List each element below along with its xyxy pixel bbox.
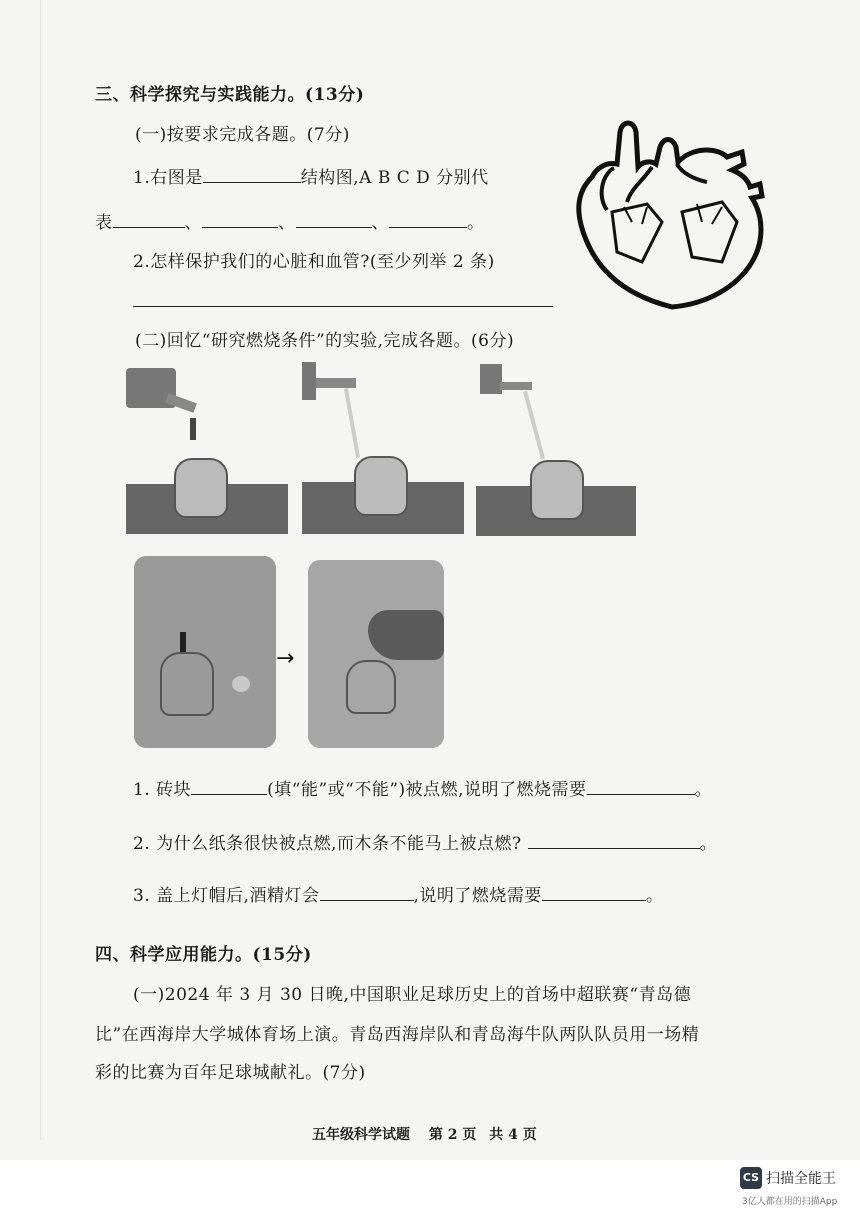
section4-para-line1: (一)2024 年 3 月 30 日晚,中国职业足球历史上的首场中超联赛“青岛德	[133, 985, 692, 1005]
separator: 、	[371, 213, 389, 233]
q1-text-b: 结构图,A B C D 分别代	[300, 168, 489, 188]
footer-page: 第 2 页	[428, 1127, 477, 1143]
q3-text-b: ,说明了燃烧需要	[413, 886, 542, 906]
page-fold	[40, 0, 41, 1140]
answer-blank-b[interactable]	[202, 226, 278, 228]
answer-blank[interactable]	[528, 847, 700, 849]
camscanner-tagline: 3亿人都在用的扫描App	[742, 1197, 838, 1207]
answer-blank[interactable]	[203, 181, 301, 183]
part1-heading: (一)按要求完成各题。(7分)	[135, 125, 350, 145]
q1-text-a: 1.右图是	[133, 168, 203, 188]
period: 。	[694, 780, 713, 800]
arrow-icon: →	[276, 646, 295, 671]
heart-diagram	[572, 112, 772, 322]
part1-q1-line2	[95, 208, 485, 233]
answer-blank[interactable]	[320, 899, 414, 901]
camscanner-app-name: 扫描全能王	[766, 1171, 836, 1187]
section4-para-line2: 比”在西海岸大学城体育场上演。青岛西海岸队和青岛海牛队两队队员用一场精	[95, 1025, 700, 1045]
q1-text-c: 表	[95, 213, 113, 233]
footer-subject: 五年级科学试题	[312, 1127, 410, 1143]
q3-text-a: 3. 盖上灯帽后,酒精灯会	[133, 886, 320, 906]
part2-q2	[133, 829, 717, 854]
page-footer	[312, 1124, 537, 1144]
answer-blank[interactable]	[542, 899, 646, 901]
period: 。	[645, 886, 664, 906]
section4-heading: 四、科学应用能力。(15分)	[95, 945, 312, 965]
section3-heading: 三、科学探究与实践能力。(13分)	[95, 85, 365, 105]
part2-q3	[133, 881, 663, 906]
answer-blank[interactable]	[191, 793, 267, 795]
separator: 、	[184, 213, 202, 233]
footer-total: 共 4 页	[489, 1127, 537, 1143]
q1-text-b: (填“能”或“不能”)被点燃,说明了燃烧需要	[267, 780, 587, 800]
q2-text: 2. 为什么纸条很快被点燃,而木条不能马上被点燃?	[133, 834, 522, 854]
camscanner-logo-icon: CS	[740, 1167, 762, 1189]
part1-q2: 2.怎样保护我们的心脏和血管?(至少列举 2 条)	[133, 252, 495, 272]
answer-blank-a[interactable]	[113, 226, 185, 228]
experiment-photo-3	[476, 362, 636, 536]
answer-line[interactable]	[133, 306, 553, 307]
q1-text-a: 1. 砖块	[133, 780, 192, 800]
separator: 、	[278, 213, 296, 233]
experiment-photo-1	[126, 368, 288, 536]
part2-heading: (二)回忆“研究燃烧条件”的实验,完成各题。(6分)	[135, 331, 515, 351]
part1-q1-line1	[133, 163, 489, 188]
part2-q1	[133, 775, 712, 800]
answer-blank-c[interactable]	[296, 226, 372, 228]
section4-para-line3: 彩的比赛为百年足球城献礼。(7分)	[95, 1063, 366, 1083]
answer-blank-d[interactable]	[389, 226, 467, 228]
lamp-cap-photo	[308, 560, 444, 748]
period: 。	[699, 834, 718, 854]
alcohol-lamp-photo	[134, 556, 276, 748]
answer-blank[interactable]	[587, 793, 695, 795]
period: 。	[467, 213, 485, 233]
experiment-photo-2	[302, 362, 464, 536]
